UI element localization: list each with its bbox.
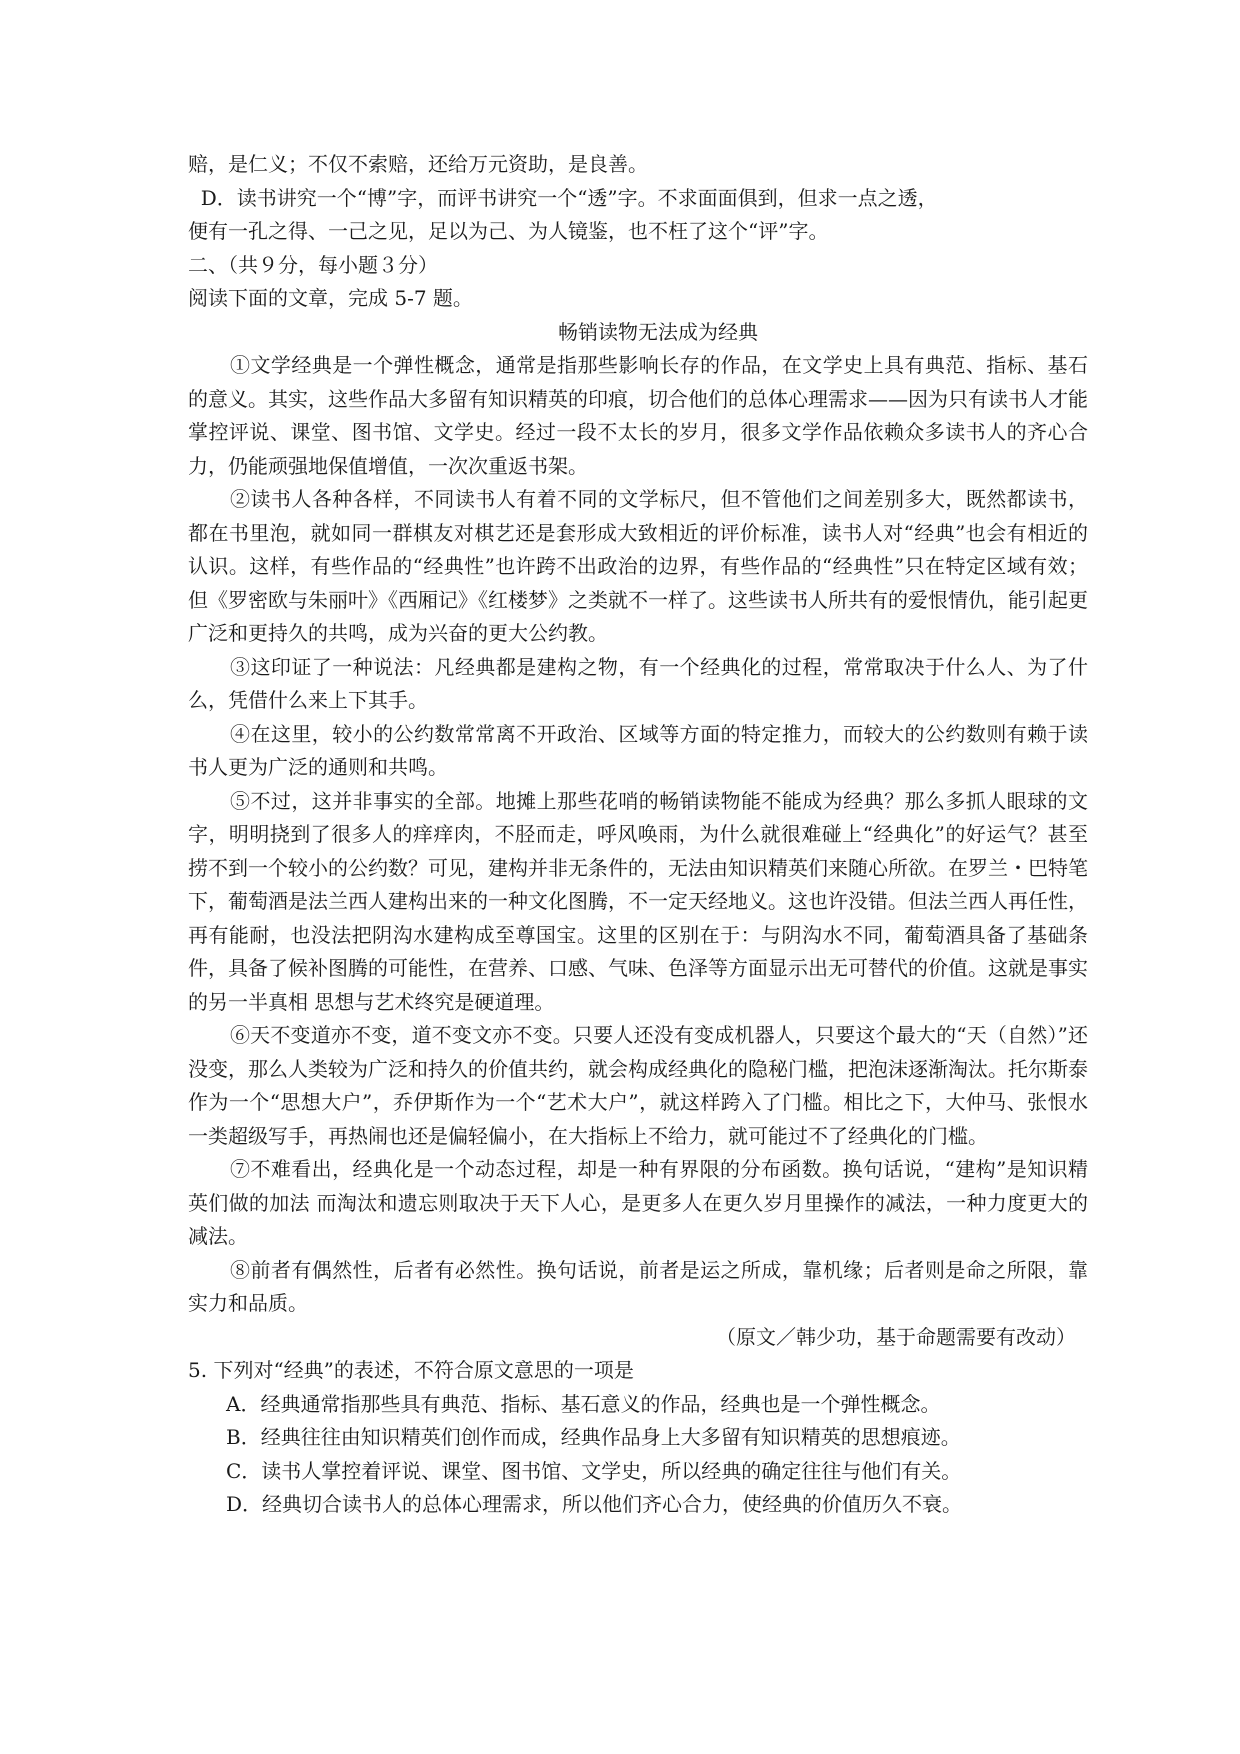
reading-instruction: 阅读下面的文章，完成 5-7 题。 [188,286,473,310]
article-source: （原文／韩少功，基于命题需要有改动） [716,1324,1076,1349]
article-paragraph-2: ②读书人各种各样，不同读书人有着不同的文学标尺，但不管他们之间差别多大，既然都读书，都在书里泡，就如同一群棋友对棋艺还是套形成大致相近的评价标准，读书人对“经典”也会有相近的认识。这样，有些作品的“经典性”也许跨不出政治的边界，有些作品的“经典性”只在特定区域有效；但《罗密欧与朱丽叶》《西厢记》《红楼梦》之类就不一样了。这些读书人所共有的爱恨情仇，能引起更广泛和更持久的共鸣，成为兴奋的更大公约教。 [188,487,1088,645]
article-paragraph-3: ③这印证了一种说法：凡经典都是建构之物，有一个经典化的过程，常常取决于什么人、为了什么，凭借什么来上下其手。 [188,654,1088,712]
article-paragraph-1: ①文学经典是一个弹性概念，通常是指那些影响长存的作品，在文学史上具有典范、指标、基石的意义。其实，这些作品大多留有知识精英的印痕，切合他们的总体心理需求——因为只有读书人才能掌控评说、课堂、图书馆、文学史。经过一段不太长的岁月，很多文学作品依赖众多读书人的齐心合力，仍能顽强地保值增值，一次次重返书架。 [188,353,1088,478]
article-paragraph-6: ⑥天不变道亦不变，道不变文亦不变。只要人还没有变成机器人，只要这个最大的“天（自然）”还没变，那么人类较为广泛和持久的价值共约，就会构成经典化的隐秘门槛，把泡沫逐渐淘汰。托尔斯泰作为一个“思想大户”，乔伊斯作为一个“艺术大户”，就这样跨入了门槛。相比之下，大仲马、张恨水一类超级写手，再热闹也还是偏轻偏小，在大指标上不给力，就可能过不了经典化的门槛。 [188,1023,1088,1148]
document-page [188,148,1088,1522]
article-paragraph-4: ④在这里，较小的公约数常常离不开政治、区域等方面的特定推力，而较大的公约数则有赖于读书人更为广泛的通则和共鸣。 [188,721,1088,779]
question-5-option-b: B．经典往往由知识精英们创作而成，经典作品身上大多留有知识精英的思想痕迹。 [226,1425,961,1449]
option-d-line-1: D．读书讲究一个“博”字，而评书讲究一个“透”字。不求面面俱到，但求一点之透， [188,185,938,210]
article-paragraph-7: ⑦不难看出，经典化是一个动态过程，却是一种有界限的分布函数。换句话说，“建构”是知识精英们做的加法 而淘汰和遗忘则取决于天下人心，是更多人在更久岁月里操作的减法，一种力度更大的减法。 [188,1157,1088,1248]
article-paragraph-5: ⑤不过，这并非事实的全部。地摊上那些花哨的畅销读物能不能成为经典？那么多抓人眼球的文字，明明挠到了很多人的痒痒肉，不胫而走，呼风唤雨，为什么就很难碰上“经典化”的好运气？甚至捞不到一个较小的公约数？可见，建构并非无条件的，无法由知识精英们来随心所欲。在罗兰・巴特笔下，葡萄酒是法兰西人建构出来的一种文化图腾，不一定天经地义。这也许没错。但法兰西人再任性，再有能耐，也没法把阴沟水建构成至尊国宝。这里的区别在于：与阴沟水不同，葡萄酒具备了基础条件，具备了候补图腾的可能性，在营养、口感、气味、色泽等方面显示出无可替代的价值。这就是事实的另一半真相 思想与艺术终究是硬道理。 [188,788,1088,1014]
question-5-stem: 5. 下列对“经典”的表述，不符合原文意思的一项是 [188,1358,634,1382]
question-5-option-a: A．经典通常指那些具有典范、指标、基石意义的作品，经典也是一个弹性概念。 [226,1391,941,1416]
prev-option-tail: 赔，是仁义；不仅不索赔，还给万元资助，是良善。 [188,152,648,176]
article-paragraph-8: ⑧前者有偶然性，后者有必然性。换句话说，前者是运之所成，靠机缘；后者则是命之所限，靠实力和品质。 [188,1257,1088,1315]
question-5-option-c: C．读书人掌控着评说、课堂、图书馆、文学史，所以经典的确定往往与他们有关。 [226,1458,962,1483]
article-title: 畅销读物无法成为经典 [558,319,758,344]
question-5-option-d: D．经典切合读书人的总体心理需求，所以他们齐心合力，使经典的价值历久不衰。 [226,1492,963,1516]
option-d-line-2: 便有一孔之得、一己之见，足以为己、为人镜鉴，也不枉了这个“评”字。 [188,219,829,243]
section-heading: 二、（共９分，每小题３分） [188,252,438,277]
